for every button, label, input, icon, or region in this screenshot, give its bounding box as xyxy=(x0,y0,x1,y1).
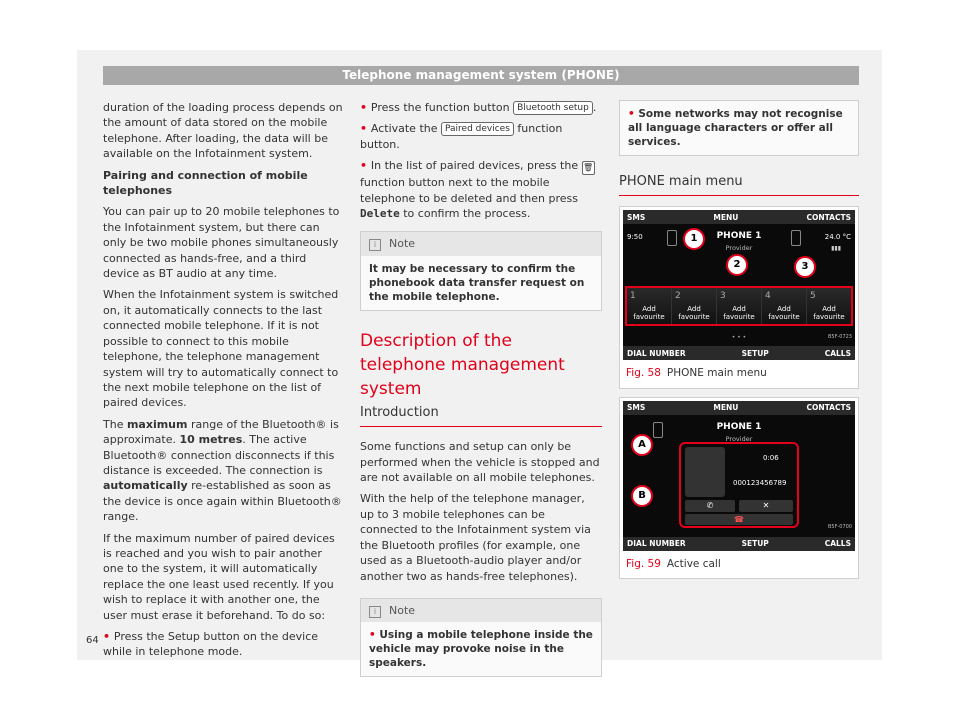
bullet-icon: • xyxy=(360,122,371,136)
screen-bottom-bar xyxy=(623,537,855,551)
note-body xyxy=(361,622,601,676)
setup-label: SETUP xyxy=(741,539,769,549)
note-title: Note xyxy=(389,237,416,251)
note-header xyxy=(361,232,601,255)
calls-label: CALLS xyxy=(824,348,851,358)
callout-3: 3 xyxy=(794,256,816,278)
figure-number: Fig. 58 xyxy=(626,367,661,380)
contacts-label: CONTACTS xyxy=(806,212,851,222)
bullet-item xyxy=(360,100,602,115)
slot-number: 5 xyxy=(810,291,816,302)
call-duration: 0:06 xyxy=(763,453,779,462)
bluetooth-setup-button-label: Bluetooth setup xyxy=(513,101,593,115)
paragraph: With the help of the telephone manager, up to 3 mobile telephones can be connected to the Infotainment system via the Bluetooth profiles (for example, one used as a Bluetooth-audio player and/or another two as hands-free telephones). xyxy=(360,492,591,583)
bullet-icon: • xyxy=(369,629,380,642)
screen-top-bar xyxy=(623,401,855,415)
callout-a: A xyxy=(631,434,653,456)
slot-label: Add favourite xyxy=(813,305,845,322)
temperature: 24.0 °C xyxy=(824,233,851,242)
text-bold: maximum xyxy=(126,417,188,431)
note-header xyxy=(361,599,601,622)
provider-label: Provider xyxy=(725,244,753,253)
figure-caption xyxy=(620,554,858,578)
phone-title: PHONE 1 xyxy=(716,421,762,432)
favourite-slot xyxy=(672,288,717,324)
clock: 9:50 xyxy=(627,233,643,242)
bullet-text: Press the Setup button on the device while in telephone mode. xyxy=(103,630,319,659)
column-1 xyxy=(103,100,343,666)
figure-59 xyxy=(619,397,859,579)
figure-code: B5F-0723 xyxy=(827,334,852,340)
page-header: Telephone management system (PHONE) xyxy=(103,66,859,85)
caption-text: Active call xyxy=(666,557,721,570)
callout-1: 1 xyxy=(683,228,705,250)
page-number: 64 xyxy=(86,635,99,646)
active-call-screen xyxy=(623,401,855,551)
screen-bottom-bar xyxy=(623,346,855,360)
slot-label: Add favourite xyxy=(678,305,710,322)
paragraph xyxy=(103,417,343,525)
menu-label: MENU xyxy=(713,403,739,413)
dial-number-label: DIAL NUMBER xyxy=(627,348,686,358)
bullet-icon: • xyxy=(360,159,371,173)
paired-devices-button-label: Paired devices xyxy=(441,122,514,136)
section-title: Description of the telephone management system xyxy=(360,330,565,399)
paragraph: When the Infotainment system is switched on, it automatically connects to the last connected mobile telephone. If it is not possible to connect to this mobile telephone, the telephone management system will try to automatically connect to the next mobile telephone on the list of paired devices. xyxy=(103,288,339,410)
text: range of the Bluetooth® is approximate. xyxy=(103,417,339,447)
slot-number: 1 xyxy=(630,291,636,302)
paragraph: Some functions and setup can only be performed when the vehicle is stopped and are not available on all mobile telephones. xyxy=(360,440,600,485)
paragraph: If the maximum number of paired devices is reached and you wish to pair another one to the system, it will automatically replace the one least used recently. If you wish to replace it with another one, the user must erase it beforehand. To do so: xyxy=(103,531,335,622)
note-title: Note xyxy=(389,603,416,617)
page-dots: • • • xyxy=(731,334,747,342)
subsection-title: Introduction xyxy=(360,405,602,427)
bullet-text: function button. xyxy=(360,122,563,151)
slot-label: Add favourite xyxy=(723,305,755,322)
figure-caption xyxy=(620,363,858,387)
favourite-slot xyxy=(807,288,851,324)
screen-top-bar xyxy=(623,210,855,224)
subsection-title: PHONE main menu xyxy=(619,174,859,196)
calls-label: CALLS xyxy=(824,539,851,549)
favourites-row xyxy=(625,286,853,326)
mute-icon: ✕ xyxy=(739,500,793,512)
favourite-slot xyxy=(762,288,807,324)
callout-2: 2 xyxy=(726,254,748,276)
bullet-item xyxy=(360,121,602,152)
favourite-slot xyxy=(627,288,672,324)
bullet-item xyxy=(360,158,602,221)
bullet-text: . xyxy=(592,101,597,114)
phone-main-menu-screen xyxy=(623,210,855,360)
info-icon: i xyxy=(369,606,381,618)
info-icon: i xyxy=(369,239,381,251)
sms-label: SMS xyxy=(627,212,646,222)
slot-number: 2 xyxy=(675,291,681,302)
sms-label: SMS xyxy=(627,403,646,413)
contact-avatar-icon xyxy=(685,447,725,497)
slot-number: 4 xyxy=(765,291,771,302)
column-2 xyxy=(360,100,602,677)
delete-keyword: Delete xyxy=(360,207,400,221)
phone-title: PHONE 1 xyxy=(716,231,762,242)
figure-58 xyxy=(619,206,859,388)
text: The xyxy=(103,417,127,431)
setup-label: SETUP xyxy=(741,348,769,358)
callout-b: B xyxy=(631,485,653,507)
provider-label: Provider xyxy=(725,434,753,443)
dial-number-label: DIAL NUMBER xyxy=(627,539,686,549)
bullet-text: In the list of paired devices, press the xyxy=(370,159,582,173)
menu-label: MENU xyxy=(713,212,739,222)
signal-icon: ▮▮▮ xyxy=(831,245,841,253)
trash-icon: 🗑 xyxy=(582,161,595,175)
slot-label: Add favourite xyxy=(633,305,665,322)
paragraph: You can pair up to 20 mobile telephones to the Infotainment system, but there can only be two mobile phones simultaneously connected as hands-free, and a third device as BT audio at any time. xyxy=(103,205,340,281)
text-bold: automatically xyxy=(103,479,188,493)
bullet-icon: • xyxy=(628,108,639,120)
note-body xyxy=(620,101,858,155)
handset-icon: ✆ xyxy=(685,500,735,512)
figure-number: Fig. 59 xyxy=(626,557,661,570)
text: re-established as soon as the device is once again within Bluetooth® range. xyxy=(103,479,342,524)
slot-number: 3 xyxy=(720,291,726,302)
figure-code: B5F-0700 xyxy=(827,524,852,531)
bullet-icon: • xyxy=(360,101,371,114)
paragraph: duration of the loading process depends on the amount of data stored on the mobile telephone. After loading, the data will be available on the Infotainment system. xyxy=(103,101,343,161)
section-heading: Pairing and connection of mobile telephones xyxy=(103,168,308,198)
bullet-text: function button next to the mobile telephone to be deleted and then press xyxy=(360,176,578,205)
column-3 xyxy=(619,100,859,579)
note-box xyxy=(360,231,602,310)
bullet-text: Press the function button xyxy=(370,101,514,114)
contacts-label: CONTACTS xyxy=(806,403,851,413)
note-text: Using a mobile telephone inside the vehicle may provoke noise in the speakers. xyxy=(369,629,593,670)
note-box xyxy=(360,598,602,677)
bullet-item xyxy=(103,629,343,660)
note-text: Some networks may not recognise all language characters or offer all services. xyxy=(628,108,843,148)
bullet-icon: • xyxy=(103,630,114,643)
slot-label: Add favourite xyxy=(768,305,800,322)
caption-text: PHONE main menu xyxy=(666,367,767,380)
note-box xyxy=(619,100,859,156)
note-body: It may be necessary to confirm the phonebook data transfer request on the mobile telephone. xyxy=(369,262,585,303)
favourite-slot xyxy=(717,288,762,324)
text: . The active Bluetooth® connection disconnects if this distance is exceeded. The connection is xyxy=(103,433,335,477)
caller-number: 000123456789 xyxy=(733,478,787,487)
bullet-text: Activate the xyxy=(370,122,441,136)
hang-up-icon: ☎ xyxy=(685,514,793,525)
text-bold: 10 metres xyxy=(179,433,243,447)
bullet-text: to confirm the process. xyxy=(399,207,531,221)
